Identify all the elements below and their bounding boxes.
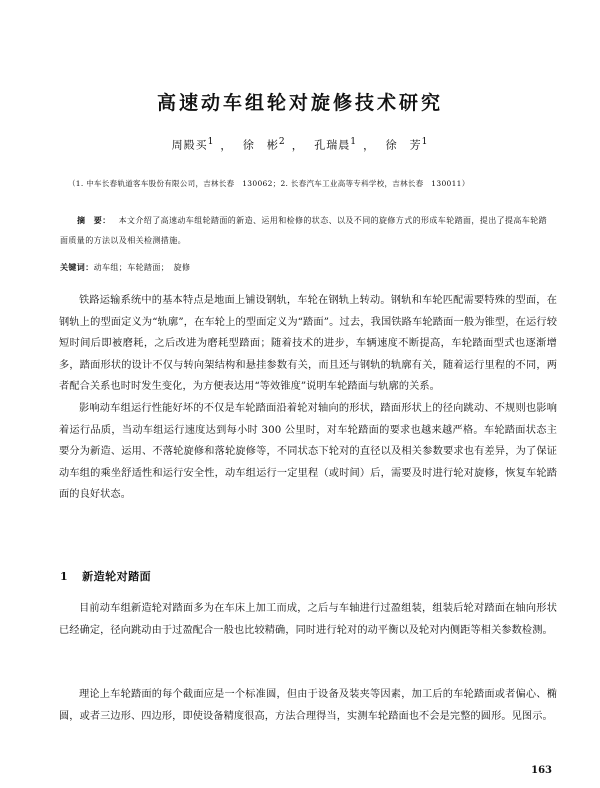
keywords-label: 关键词：	[60, 262, 94, 272]
keywords-block	[60, 262, 550, 273]
author-name: 徐 芳	[385, 138, 422, 152]
abstract-text: 本文介绍了高速动车组轮踏面的新造、运用和检修的状态、以及不同的旋修方式的形成车轮踏面，提出了提高车轮踏面质量的方法以及相关检测措施。	[60, 216, 548, 245]
author-affil-sup: 1	[350, 136, 358, 147]
affiliation-line: （1. 中车长春轨道客车股份有限公司，吉林长春 130062；2. 长春汽车工业高等专科学校，吉林长春 130011）	[68, 179, 470, 188]
paper-title: 高速动车组轮对旋修技术研究	[156, 92, 443, 114]
author-name: 孔瑞晨	[314, 138, 351, 152]
author-affil-sup: 1	[421, 136, 429, 147]
author-list: 周殿买$^1$ ， 徐 彬$^2$ ， 孔瑞晨$^1$ ， 徐 芳$^1$	[171, 136, 429, 152]
abstract-block	[60, 210, 550, 251]
section-number: 1	[60, 570, 69, 583]
page-number: 163	[531, 765, 552, 776]
author-affil-sup: 1	[207, 136, 215, 147]
abstract-label: 摘 要：	[77, 215, 111, 225]
body-paragraph: 铁路运输系统中的基本特点是地面上铺设钢轨，车轮在钢轨上转动。钢轨和车轮匹配需要特殊的型面，在钢轨上的型面定义为“轨廓”，在车轮上的型面定义为“踏面”。过去，我国铁路车轮踏面一般为锥型，在运行较短时间后即被磨耗，之后改进为磨耗型踏面；随着技术的进步，车辆速度不断提高，车轮踏面型式也逐渐增多，踏面形状的设计不仅与转向架结构和悬挂参数有关，而且还与钢轨的轨廓有关，随着运行里程的不同，两者配合关系也时时发生变化，为方便表达用“等效锥度”说明车轮踏面与轨廓的关系。	[59, 295, 557, 393]
section-title: 新造轮对踏面	[82, 570, 152, 583]
body-paragraph: 目前动车组新造轮对踏面多为在车床上加工而成，之后与车轴进行过盈组装，组装后轮对踏面在轴向形状已经确定，径向跳动由于过盈配合一般也比较精确，同时进行轮对的动平衡以及轮对内侧距等相关参数检测。	[59, 603, 557, 636]
author-affil-sup: 2	[278, 136, 286, 147]
author-name: 周殿买	[171, 138, 208, 152]
author-name: 徐 彬	[242, 138, 279, 152]
body-paragraph: 理论上车轮踏面的每个截面应是一个标准圆，但由于设备及装夹等因素，加工后的车轮踏面或者偏心、椭圆，或者三边形、四边形，即使设备精度很高，方法合理得当，实测车轮踏面也不会是完整的圆形。见图示。	[59, 689, 557, 722]
keywords-text: 动车组；车轮踏面； 旋修	[93, 263, 191, 272]
section-heading	[60, 568, 151, 584]
body-paragraph: 影响动车组运行性能好坏的不仅是车轮踏面沿着轮对轴向的形状，踏面形状上的径向跳动、不规则也影响着运行品质，当动车组运行速度达到每小时 300 公里时，对车轮踏面的要求也越来越严格。车轮踏面状态主要分为新造、运用、不落轮旋修和落轮旋修等，不同状态下轮对的直径以及相关参数要求也有差异，为了保证动车组的乘坐舒适性和运行安全性，动车组运行一定里程（或时间）后，需要及时进行轮对旋修，恢复车轮踏面的良好状态。	[59, 403, 557, 501]
